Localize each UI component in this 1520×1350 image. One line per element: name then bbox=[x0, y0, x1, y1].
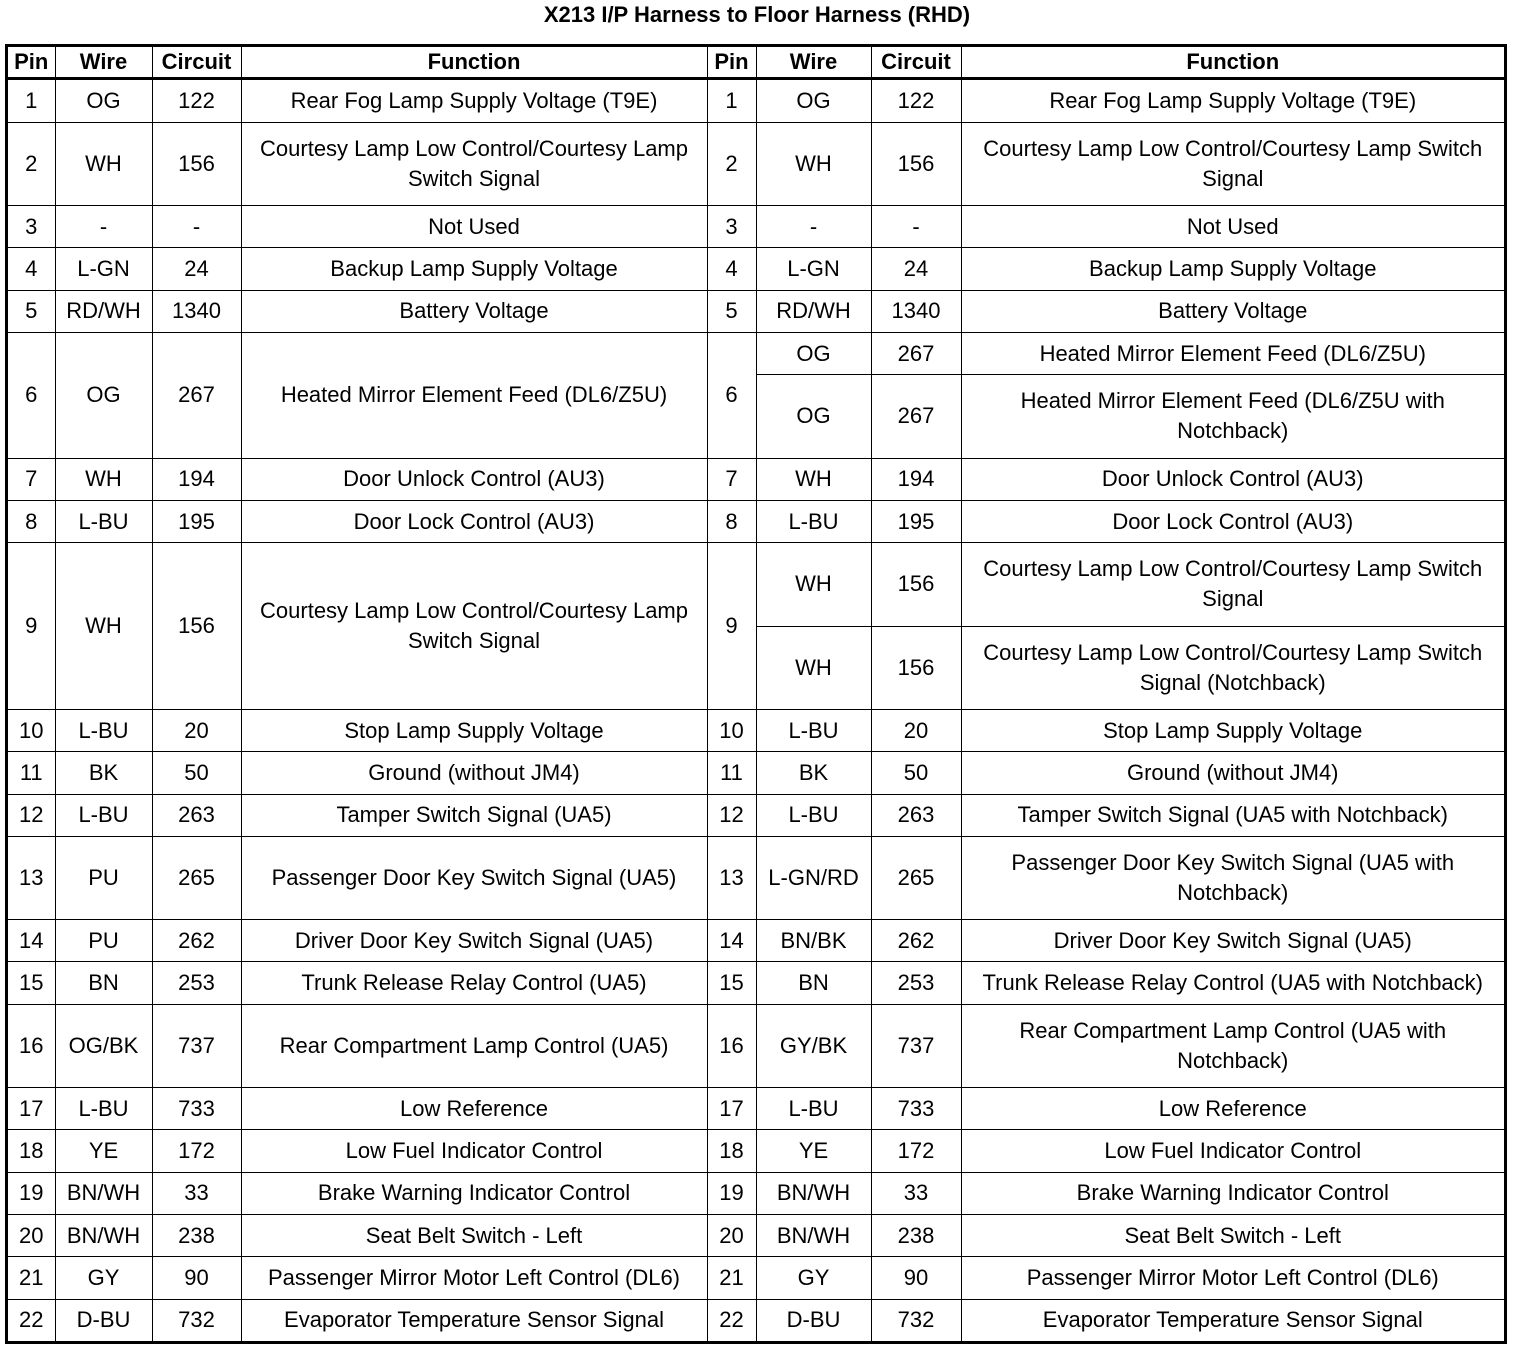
wire-color-left: OG bbox=[55, 79, 152, 123]
pin-number-right: 9 bbox=[707, 543, 756, 710]
pin-row bbox=[8, 1215, 1504, 1257]
circuit-number-left: 20 bbox=[152, 709, 241, 751]
circuit-number-right: 33 bbox=[871, 1172, 961, 1214]
wire-color-left: L-BU bbox=[55, 794, 152, 836]
circuit-number-right: 24 bbox=[871, 248, 961, 290]
pin-row bbox=[8, 248, 1504, 290]
pin-number-right: 4 bbox=[707, 248, 756, 290]
pin-number-left: 11 bbox=[8, 752, 55, 794]
circuit-number-right: 267 bbox=[871, 332, 961, 374]
function-right: Heated Mirror Element Feed (DL6/Z5U with Notchback) bbox=[961, 375, 1504, 458]
function-right: Trunk Release Relay Control (UA5 with Notchback) bbox=[961, 962, 1504, 1004]
pin-row bbox=[8, 794, 1504, 836]
pin-number-right: 14 bbox=[707, 920, 756, 962]
wire-color-right: BN/WH bbox=[756, 1172, 871, 1214]
pin-number-left: 1 bbox=[8, 79, 55, 123]
function-right: Rear Fog Lamp Supply Voltage (T9E) bbox=[961, 79, 1504, 123]
pin-row bbox=[8, 962, 1504, 1004]
function-left: Courtesy Lamp Low Control/Courtesy Lamp Switch Signal bbox=[241, 543, 707, 710]
circuit-number-right: 172 bbox=[871, 1130, 961, 1172]
circuit-number-left: 263 bbox=[152, 794, 241, 836]
pin-row bbox=[8, 1172, 1504, 1214]
wire-color-left: RD/WH bbox=[55, 290, 152, 332]
wire-color-left: - bbox=[55, 205, 152, 247]
function-left: Low Fuel Indicator Control bbox=[241, 1130, 707, 1172]
pin-number-left: 16 bbox=[8, 1004, 55, 1087]
wire-color-right: BN/WH bbox=[756, 1215, 871, 1257]
circuit-number-left: 262 bbox=[152, 920, 241, 962]
circuit-number-left: 90 bbox=[152, 1257, 241, 1299]
function-right: Rear Compartment Lamp Control (UA5 with Notchback) bbox=[961, 1004, 1504, 1087]
pin-number-left: 9 bbox=[8, 543, 55, 710]
wire-color-left: WH bbox=[55, 543, 152, 710]
pin-number-right: 18 bbox=[707, 1130, 756, 1172]
wire-color-left: OG bbox=[55, 332, 152, 458]
circuit-number-right: 194 bbox=[871, 458, 961, 500]
function-right: Heated Mirror Element Feed (DL6/Z5U) bbox=[961, 332, 1504, 374]
pin-number-left: 17 bbox=[8, 1088, 55, 1130]
circuit-number-left: 253 bbox=[152, 962, 241, 1004]
pin-rows bbox=[8, 79, 1504, 1342]
circuit-number-left: 195 bbox=[152, 500, 241, 542]
pin-row bbox=[8, 1299, 1504, 1341]
function-left: Courtesy Lamp Low Control/Courtesy Lamp Switch Signal bbox=[241, 122, 707, 205]
pin-number-right: 16 bbox=[707, 1004, 756, 1087]
pin-number-left: 7 bbox=[8, 458, 55, 500]
circuit-number-right: 50 bbox=[871, 752, 961, 794]
function-right: Battery Voltage bbox=[961, 290, 1504, 332]
wire-color-right: RD/WH bbox=[756, 290, 871, 332]
circuit-number-left: 172 bbox=[152, 1130, 241, 1172]
header-pin-left: Pin bbox=[8, 47, 55, 79]
pin-row bbox=[8, 1004, 1504, 1087]
circuit-number-left: 267 bbox=[152, 332, 241, 458]
function-left: Door Unlock Control (AU3) bbox=[241, 458, 707, 500]
function-left: Brake Warning Indicator Control bbox=[241, 1172, 707, 1214]
function-left: Low Reference bbox=[241, 1088, 707, 1130]
pin-number-right: 8 bbox=[707, 500, 756, 542]
function-right: Evaporator Temperature Sensor Signal bbox=[961, 1299, 1504, 1341]
circuit-number-right: 195 bbox=[871, 500, 961, 542]
function-left: Backup Lamp Supply Voltage bbox=[241, 248, 707, 290]
function-right: Stop Lamp Supply Voltage bbox=[961, 709, 1504, 751]
function-left: Battery Voltage bbox=[241, 290, 707, 332]
pin-number-left: 4 bbox=[8, 248, 55, 290]
function-right: Backup Lamp Supply Voltage bbox=[961, 248, 1504, 290]
function-right: Seat Belt Switch - Left bbox=[961, 1215, 1504, 1257]
function-right: Passenger Mirror Motor Left Control (DL6) bbox=[961, 1257, 1504, 1299]
circuit-number-right: 253 bbox=[871, 962, 961, 1004]
circuit-number-left: 24 bbox=[152, 248, 241, 290]
circuit-number-left: 1340 bbox=[152, 290, 241, 332]
wire-color-right: WH bbox=[756, 458, 871, 500]
function-right: Courtesy Lamp Low Control/Courtesy Lamp Switch Signal (Notchback) bbox=[961, 626, 1504, 709]
function-left: Rear Compartment Lamp Control (UA5) bbox=[241, 1004, 707, 1087]
circuit-number-right: 265 bbox=[871, 836, 961, 919]
circuit-number-left: 238 bbox=[152, 1215, 241, 1257]
function-right: Not Used bbox=[961, 205, 1504, 247]
pin-row bbox=[8, 920, 1504, 962]
function-left: Rear Fog Lamp Supply Voltage (T9E) bbox=[241, 79, 707, 123]
wire-color-right: L-BU bbox=[756, 794, 871, 836]
wire-color-left: YE bbox=[55, 1130, 152, 1172]
pin-number-right: 5 bbox=[707, 290, 756, 332]
pin-row bbox=[8, 332, 1504, 374]
pin-number-left: 20 bbox=[8, 1215, 55, 1257]
wire-color-left: D-BU bbox=[55, 1299, 152, 1341]
wire-color-right: D-BU bbox=[756, 1299, 871, 1341]
circuit-number-left: 732 bbox=[152, 1299, 241, 1341]
wire-color-left: L-GN bbox=[55, 248, 152, 290]
wire-color-right: L-BU bbox=[756, 500, 871, 542]
wire-color-right: YE bbox=[756, 1130, 871, 1172]
circuit-number-right: 122 bbox=[871, 79, 961, 123]
wire-color-left: OG/BK bbox=[55, 1004, 152, 1087]
circuit-number-right: 263 bbox=[871, 794, 961, 836]
circuit-number-right: 737 bbox=[871, 1004, 961, 1087]
wire-color-left: L-BU bbox=[55, 1088, 152, 1130]
function-left: Not Used bbox=[241, 205, 707, 247]
function-right: Passenger Door Key Switch Signal (UA5 with Notchback) bbox=[961, 836, 1504, 919]
pin-number-left: 5 bbox=[8, 290, 55, 332]
circuit-number-right: 1340 bbox=[871, 290, 961, 332]
circuit-number-left: 737 bbox=[152, 1004, 241, 1087]
pin-row bbox=[8, 122, 1504, 205]
function-left: Passenger Door Key Switch Signal (UA5) bbox=[241, 836, 707, 919]
circuit-number-right: 262 bbox=[871, 920, 961, 962]
pin-number-left: 14 bbox=[8, 920, 55, 962]
wire-color-right: BN bbox=[756, 962, 871, 1004]
pin-number-left: 8 bbox=[8, 500, 55, 542]
pin-row bbox=[8, 290, 1504, 332]
pin-number-right: 19 bbox=[707, 1172, 756, 1214]
wire-color-left: L-BU bbox=[55, 500, 152, 542]
function-right: Ground (without JM4) bbox=[961, 752, 1504, 794]
wire-color-right: OG bbox=[756, 332, 871, 374]
pin-number-left: 19 bbox=[8, 1172, 55, 1214]
circuit-number-right: - bbox=[871, 205, 961, 247]
pin-number-right: 3 bbox=[707, 205, 756, 247]
wire-color-left: PU bbox=[55, 920, 152, 962]
function-left: Evaporator Temperature Sensor Signal bbox=[241, 1299, 707, 1341]
circuit-number-left: 733 bbox=[152, 1088, 241, 1130]
function-right: Door Unlock Control (AU3) bbox=[961, 458, 1504, 500]
pin-row bbox=[8, 1130, 1504, 1172]
function-left: Driver Door Key Switch Signal (UA5) bbox=[241, 920, 707, 962]
wire-color-left: PU bbox=[55, 836, 152, 919]
pin-number-right: 7 bbox=[707, 458, 756, 500]
pin-number-left: 21 bbox=[8, 1257, 55, 1299]
pin-row bbox=[8, 79, 1504, 123]
function-right: Low Fuel Indicator Control bbox=[961, 1130, 1504, 1172]
function-left: Ground (without JM4) bbox=[241, 752, 707, 794]
wire-color-right: OG bbox=[756, 375, 871, 458]
page-title: X213 I/P Harness to Floor Harness (RHD) bbox=[543, 2, 971, 27]
pin-number-left: 13 bbox=[8, 836, 55, 919]
pin-row bbox=[8, 1088, 1504, 1130]
wire-color-left: BK bbox=[55, 752, 152, 794]
wire-color-right: L-GN bbox=[756, 248, 871, 290]
circuit-number-right: 156 bbox=[871, 543, 961, 626]
pin-number-left: 18 bbox=[8, 1130, 55, 1172]
header-function-left: Function bbox=[241, 47, 707, 79]
pin-row bbox=[8, 1257, 1504, 1299]
wire-color-right: OG bbox=[756, 79, 871, 123]
function-right: Courtesy Lamp Low Control/Courtesy Lamp Switch Signal bbox=[961, 543, 1504, 626]
wire-color-right: GY/BK bbox=[756, 1004, 871, 1087]
wire-color-right: L-BU bbox=[756, 709, 871, 751]
header-pin-right: Pin bbox=[707, 47, 756, 79]
pin-number-right: 17 bbox=[707, 1088, 756, 1130]
function-left: Passenger Mirror Motor Left Control (DL6) bbox=[241, 1257, 707, 1299]
pinout-table bbox=[8, 47, 1504, 1341]
header-wire-right: Wire bbox=[756, 47, 871, 79]
circuit-number-left: 122 bbox=[152, 79, 241, 123]
pin-number-right: 10 bbox=[707, 709, 756, 751]
function-left: Seat Belt Switch - Left bbox=[241, 1215, 707, 1257]
circuit-number-right: 156 bbox=[871, 122, 961, 205]
pin-row bbox=[8, 543, 1504, 626]
pin-number-left: 6 bbox=[8, 332, 55, 458]
pin-number-left: 22 bbox=[8, 1299, 55, 1341]
pin-number-right: 15 bbox=[707, 962, 756, 1004]
circuit-number-left: 156 bbox=[152, 122, 241, 205]
pin-number-right: 12 bbox=[707, 794, 756, 836]
pin-number-right: 1 bbox=[707, 79, 756, 123]
pin-row bbox=[8, 836, 1504, 919]
pin-number-right: 2 bbox=[707, 122, 756, 205]
circuit-number-left: - bbox=[152, 205, 241, 247]
circuit-number-left: 194 bbox=[152, 458, 241, 500]
function-left: Trunk Release Relay Control (UA5) bbox=[241, 962, 707, 1004]
pin-number-right: 13 bbox=[707, 836, 756, 919]
pin-row bbox=[8, 458, 1504, 500]
header-wire-left: Wire bbox=[55, 47, 152, 79]
wire-color-left: BN/WH bbox=[55, 1215, 152, 1257]
function-right: Low Reference bbox=[961, 1088, 1504, 1130]
circuit-number-left: 50 bbox=[152, 752, 241, 794]
function-right: Tamper Switch Signal (UA5 with Notchback) bbox=[961, 794, 1504, 836]
function-right: Door Lock Control (AU3) bbox=[961, 500, 1504, 542]
wire-color-left: BN bbox=[55, 962, 152, 1004]
circuit-number-right: 90 bbox=[871, 1257, 961, 1299]
pin-number-left: 12 bbox=[8, 794, 55, 836]
circuit-number-right: 732 bbox=[871, 1299, 961, 1341]
pin-number-left: 2 bbox=[8, 122, 55, 205]
circuit-number-right: 156 bbox=[871, 626, 961, 709]
header-circuit-right: Circuit bbox=[871, 47, 961, 79]
function-left: Door Lock Control (AU3) bbox=[241, 500, 707, 542]
wire-color-right: - bbox=[756, 205, 871, 247]
function-left: Tamper Switch Signal (UA5) bbox=[241, 794, 707, 836]
pinout-table-frame bbox=[5, 44, 1507, 1344]
circuit-number-left: 156 bbox=[152, 543, 241, 710]
function-left: Stop Lamp Supply Voltage bbox=[241, 709, 707, 751]
function-right: Brake Warning Indicator Control bbox=[961, 1172, 1504, 1214]
circuit-number-right: 267 bbox=[871, 375, 961, 458]
wire-color-right: L-BU bbox=[756, 1088, 871, 1130]
pin-row bbox=[8, 709, 1504, 751]
wire-color-right: WH bbox=[756, 543, 871, 626]
wire-color-right: BN/BK bbox=[756, 920, 871, 962]
wire-color-left: GY bbox=[55, 1257, 152, 1299]
pin-number-right: 11 bbox=[707, 752, 756, 794]
circuit-number-left: 265 bbox=[152, 836, 241, 919]
header-circuit-left: Circuit bbox=[152, 47, 241, 79]
pin-row bbox=[8, 205, 1504, 247]
wire-color-left: BN/WH bbox=[55, 1172, 152, 1214]
pin-row bbox=[8, 752, 1504, 794]
pin-number-left: 3 bbox=[8, 205, 55, 247]
wire-color-left: L-BU bbox=[55, 709, 152, 751]
header-function-right: Function bbox=[961, 47, 1504, 79]
pin-row bbox=[8, 500, 1504, 542]
function-right: Driver Door Key Switch Signal (UA5) bbox=[961, 920, 1504, 962]
wire-color-right: BK bbox=[756, 752, 871, 794]
function-right: Courtesy Lamp Low Control/Courtesy Lamp Switch Signal bbox=[961, 122, 1504, 205]
pin-number-left: 15 bbox=[8, 962, 55, 1004]
pin-number-right: 20 bbox=[707, 1215, 756, 1257]
wire-color-right: L-GN/RD bbox=[756, 836, 871, 919]
wire-color-right: WH bbox=[756, 626, 871, 709]
circuit-number-right: 238 bbox=[871, 1215, 961, 1257]
circuit-number-right: 733 bbox=[871, 1088, 961, 1130]
pin-number-right: 22 bbox=[707, 1299, 756, 1341]
header-row bbox=[8, 47, 1504, 79]
circuit-number-right: 20 bbox=[871, 709, 961, 751]
function-left: Heated Mirror Element Feed (DL6/Z5U) bbox=[241, 332, 707, 458]
wire-color-right: GY bbox=[756, 1257, 871, 1299]
pin-number-right: 21 bbox=[707, 1257, 756, 1299]
wire-color-right: WH bbox=[756, 122, 871, 205]
wire-color-left: WH bbox=[55, 122, 152, 205]
wire-color-left: WH bbox=[55, 458, 152, 500]
pin-number-left: 10 bbox=[8, 709, 55, 751]
circuit-number-left: 33 bbox=[152, 1172, 241, 1214]
pin-number-right: 6 bbox=[707, 332, 756, 458]
